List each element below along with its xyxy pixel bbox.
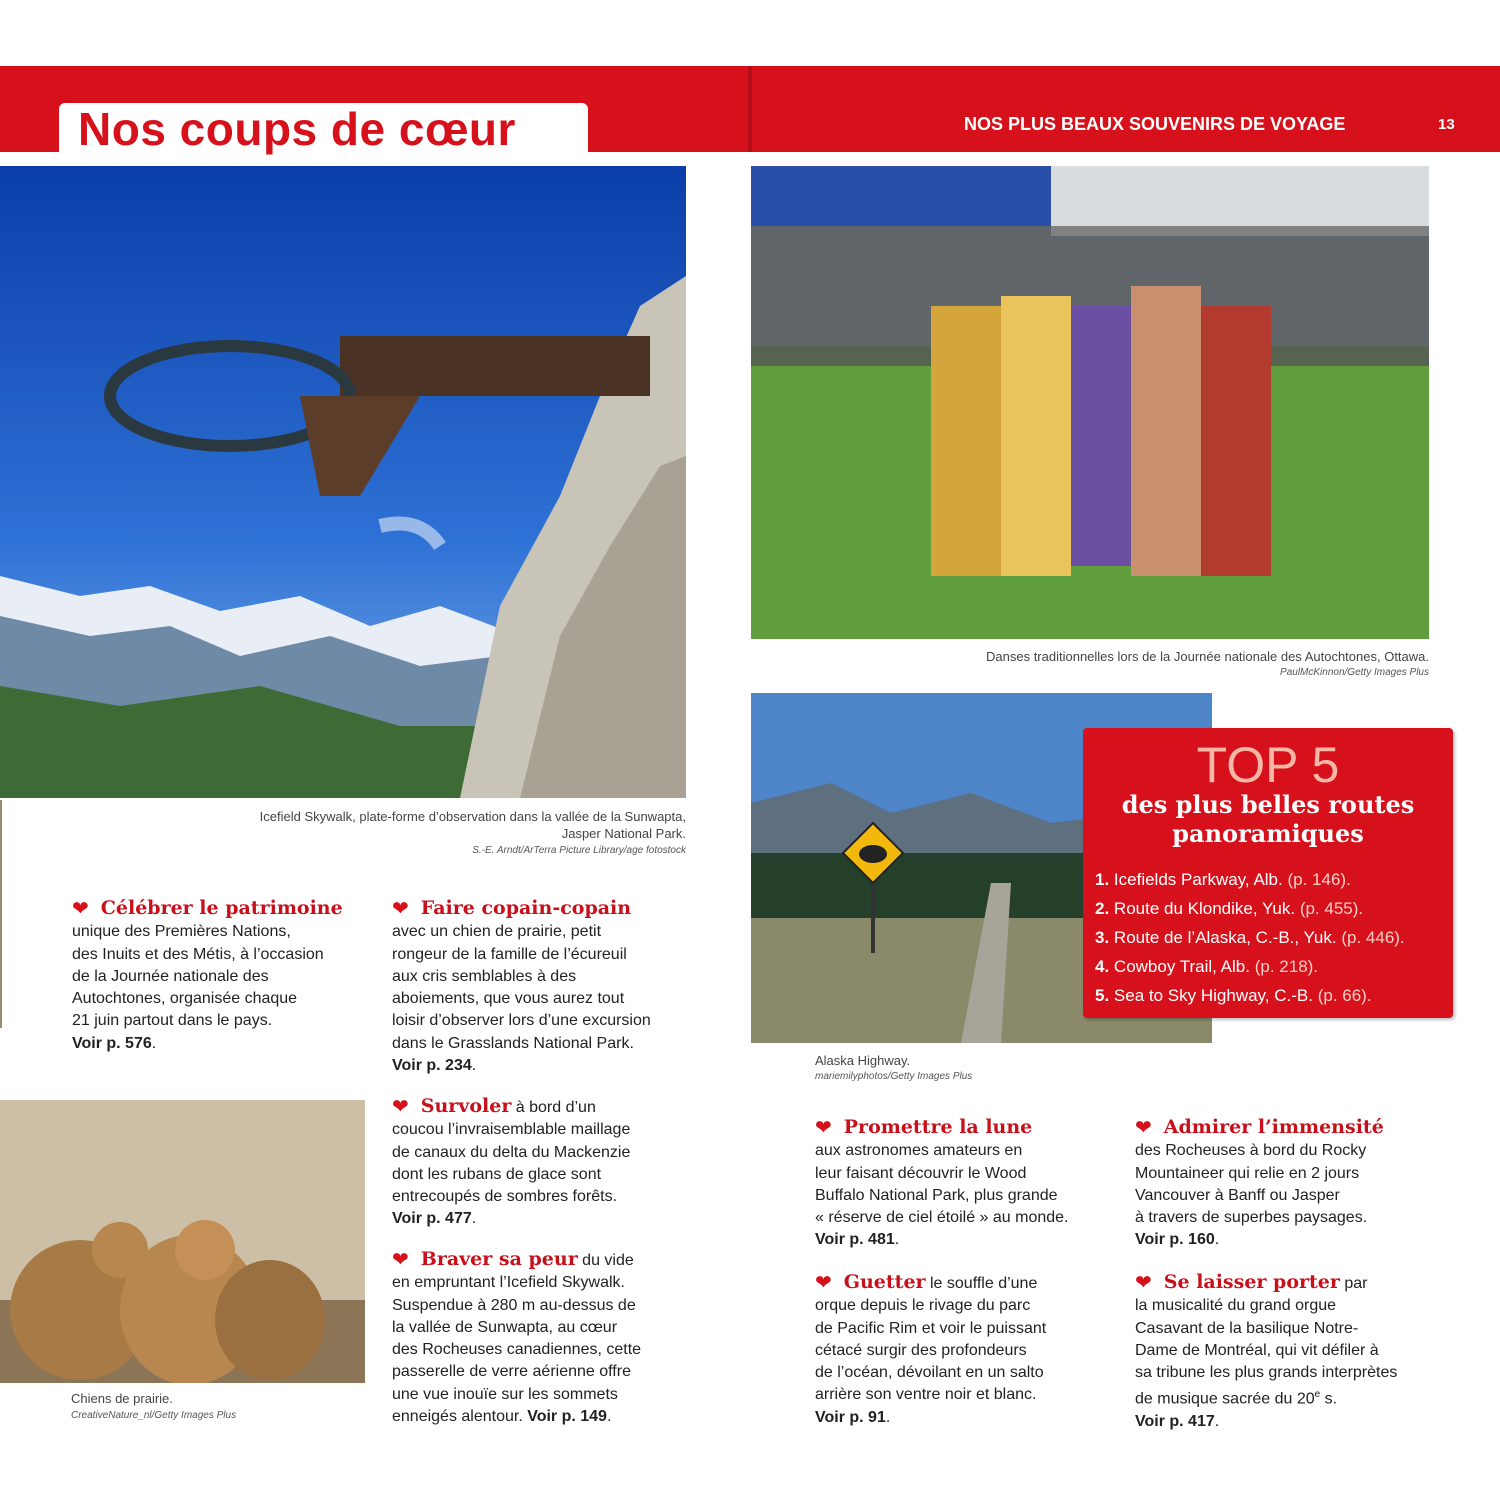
top5-item-name: Cowboy Trail, Alb. — [1113, 957, 1250, 976]
item-line: cétacé surgir des profondeurs — [815, 1341, 1027, 1359]
top5-box — [1083, 728, 1453, 1018]
heart-icon: ❤ — [1135, 1270, 1152, 1294]
superscript: e — [1314, 1389, 1321, 1401]
left-edge-line — [0, 800, 2, 1028]
item-lead-text: le souffle d’une — [925, 1275, 1038, 1292]
top5-subtitle — [1083, 790, 1453, 848]
item-heading: Guetter — [843, 1271, 926, 1293]
item-porter — [1135, 1270, 1455, 1433]
item-copain — [392, 896, 702, 1077]
item-line: de canaux du delta du Mackenzie — [392, 1143, 631, 1161]
item-line: aux cris semblables à des — [392, 967, 577, 985]
item-line: la musicalité du grand orgue — [1135, 1297, 1337, 1315]
page-number: 13 — [1438, 116, 1455, 133]
item-page-ref: Voir p. 576 — [72, 1034, 152, 1052]
item-line: unique des Premières Nations, — [72, 923, 291, 941]
item-line: arrière son ventre noir et blanc. — [815, 1386, 1037, 1404]
item-heading: Admirer l’immensité — [1163, 1116, 1384, 1138]
prairie-caption: Chiens de prairie. — [71, 1391, 173, 1406]
item-line: de la Journée nationale des — [72, 967, 269, 985]
top5-title: TOP 5 — [1196, 737, 1340, 793]
item-line: Autochtones, organisée chaque — [72, 990, 298, 1008]
top5-item-name: Icefields Parkway, Alb. — [1113, 870, 1283, 889]
item-line: des Rocheuses à bord du Rocky — [1135, 1142, 1367, 1160]
prairie-credit: CreativeNature_nl/Getty Images Plus — [71, 1410, 237, 1421]
item-heading: Survoler — [420, 1095, 512, 1117]
dance-credit: PaulMcKinnon/Getty Images Plus — [1280, 667, 1429, 678]
top5-item-page: (p. 146). — [1287, 870, 1351, 889]
skywalk-credit: S.-E. Arndt/ArTerra Picture Library/age fotostock — [472, 845, 686, 856]
item-line: Vancouver à Banff ou Jasper — [1135, 1186, 1340, 1204]
top5-item-page: (p. 446). — [1341, 928, 1405, 947]
top5-item-number: 1. — [1095, 870, 1110, 889]
item-line: orque depuis le rivage du parc — [815, 1297, 1031, 1315]
item-guetter — [815, 1270, 1115, 1429]
item-line: une vue inouïe sur les sommets — [392, 1385, 618, 1403]
top5-item — [1095, 986, 1405, 1015]
item-line: des Inuits et des Métis, à l’occasion — [72, 945, 324, 963]
item-end: . — [1214, 1413, 1220, 1431]
item-end: . — [151, 1034, 157, 1052]
top5-item-page: (p. 218). — [1254, 957, 1319, 976]
item-line: passerelle de verre aérienne offre — [392, 1363, 631, 1381]
top5-subtitle-line1: des plus belles routes — [1121, 790, 1415, 819]
top5-item-number: 3. — [1095, 928, 1110, 947]
item-end: . — [894, 1231, 900, 1249]
running-head: NOS PLUS BEAUX SOUVENIRS DE VOYAGE — [964, 114, 1346, 134]
item-line-end: s. — [1320, 1390, 1338, 1408]
heart-icon: ❤ — [72, 896, 89, 920]
item-line: leur faisant découvrir le Wood — [815, 1164, 1027, 1182]
item-lead-text: du vide — [577, 1252, 634, 1269]
top5-item — [1095, 928, 1405, 957]
dance-photo — [751, 166, 1429, 639]
item-page-ref: Voir p. 481 — [815, 1231, 895, 1249]
item-line: « réserve de ciel étoilé » au monde. — [815, 1209, 1069, 1227]
skywalk-caption-line2: Jasper National Park. — [561, 826, 686, 841]
item-line: de musique sacrée du 20 — [1135, 1390, 1315, 1408]
item-line: Buffalo National Park, plus grande — [815, 1186, 1058, 1204]
item-heading: Se laisser porter — [1163, 1271, 1340, 1293]
item-line: en empruntant l’Icefield Skywalk. — [392, 1274, 625, 1292]
item-line: Casavant de la basilique Notre- — [1135, 1319, 1359, 1337]
item-end: . — [471, 1057, 477, 1075]
item-line: aboiements, que vous aurez tout — [392, 990, 625, 1008]
item-immensite — [1135, 1115, 1435, 1252]
item-page-ref: Voir p. 234 — [392, 1057, 472, 1075]
item-survoler — [392, 1094, 702, 1231]
item-line: enneigés alentour. — [392, 1408, 528, 1426]
top5-subtitle-line2: panoramiques — [1172, 819, 1364, 848]
top5-item-name: Sea to Sky Highway, C.-B. — [1113, 986, 1313, 1005]
top5-item-number: 4. — [1095, 957, 1110, 976]
top5-item-name: Route du Klondike, Yuk. — [1113, 899, 1296, 918]
item-line: dont les rubans de glace sont — [392, 1165, 602, 1183]
item-lead-text: par — [1339, 1275, 1368, 1292]
item-heading: Célébrer le patrimoine — [100, 897, 343, 919]
item-line: loisir d’observer lors d’une excursion — [392, 1012, 651, 1030]
highway-credit: mariemilyphotos/Getty Images Plus — [815, 1071, 973, 1082]
item-heading: Braver sa peur — [420, 1248, 578, 1270]
item-page-ref: Voir p. 91 — [815, 1408, 886, 1426]
heart-icon: ❤ — [1135, 1115, 1152, 1139]
page-gutter — [748, 66, 752, 152]
skywalk-caption — [100, 808, 686, 842]
item-line: entrecoupés de sombres forêts. — [392, 1188, 618, 1206]
item-end: . — [606, 1408, 612, 1426]
top5-item — [1095, 957, 1405, 986]
top5-item-number: 2. — [1095, 899, 1110, 918]
item-page-ref: Voir p. 160 — [1135, 1231, 1215, 1249]
item-lune — [815, 1115, 1115, 1252]
item-line: la vallée de Sunwapta, au cœur — [392, 1318, 618, 1336]
heart-icon: ❤ — [392, 1094, 409, 1118]
heart-icon: ❤ — [815, 1270, 832, 1294]
item-line: sa tribune les plus grands interprètes — [1135, 1364, 1398, 1382]
item-braver — [392, 1247, 702, 1428]
heart-icon: ❤ — [392, 896, 409, 920]
item-page-ref: Voir p. 417 — [1135, 1413, 1215, 1431]
item-line: coucou l’invraisemblable maillage — [392, 1121, 631, 1139]
item-page-ref: Voir p. 477 — [392, 1210, 472, 1228]
heart-icon: ❤ — [815, 1115, 832, 1139]
item-line: de l’océan, dévoilant en un salto — [815, 1364, 1044, 1382]
top5-item-name: Route de l’Alaska, C.-B., Yuk. — [1113, 928, 1337, 947]
item-line: Suspendue à 280 m au-dessus de — [392, 1296, 636, 1314]
item-end: . — [885, 1408, 891, 1426]
item-line: à travers de superbes paysages. — [1135, 1209, 1368, 1227]
item-end: . — [1214, 1231, 1220, 1249]
heart-icon: ❤ — [392, 1247, 409, 1271]
item-patrimoine — [72, 896, 372, 1055]
item-line: aux astronomes amateurs en — [815, 1142, 1023, 1160]
item-line: de Pacific Rim et voir le puissant — [815, 1319, 1047, 1337]
top5-item — [1095, 870, 1405, 899]
item-line: des Rocheuses canadiennes, cette — [392, 1341, 642, 1359]
item-line: rongeur de la famille de l’écureuil — [392, 945, 627, 963]
top5-item-page: (p. 66). — [1317, 986, 1372, 1005]
item-line: Dame de Montréal, qui vit défiler à — [1135, 1341, 1379, 1359]
top5-item — [1095, 899, 1405, 928]
top5-item-page: (p. 455). — [1299, 899, 1364, 918]
item-page-ref: Voir p. 149 — [527, 1408, 607, 1426]
page-title: Nos coups de cœur — [78, 103, 516, 155]
item-line: 21 juin partout dans le pays. — [72, 1012, 273, 1030]
prairie-dogs-photo — [0, 1100, 365, 1383]
item-heading: Promettre la lune — [843, 1116, 1033, 1138]
skywalk-caption-line1: Icefield Skywalk, plate-forme d’observation dans la vallée de la Sunwapta, — [259, 809, 686, 824]
top5-list — [1095, 870, 1405, 1015]
item-lead-text: à bord d’un — [511, 1099, 596, 1116]
dance-caption: Danses traditionnelles lors de la Journée nationale des Autochtones, Ottawa. — [986, 649, 1429, 664]
top5-item-number: 5. — [1095, 986, 1110, 1005]
skywalk-photo — [0, 166, 686, 798]
item-line: avec un chien de prairie, petit — [392, 923, 602, 941]
item-end: . — [471, 1210, 477, 1228]
highway-caption: Alaska Highway. — [815, 1053, 911, 1068]
item-line: dans le Grasslands National Park. — [392, 1034, 634, 1052]
header-band-right — [752, 66, 1500, 152]
item-line: Mountaineer qui relie en 2 jours — [1135, 1164, 1360, 1182]
item-heading: Faire copain-copain — [420, 897, 632, 919]
